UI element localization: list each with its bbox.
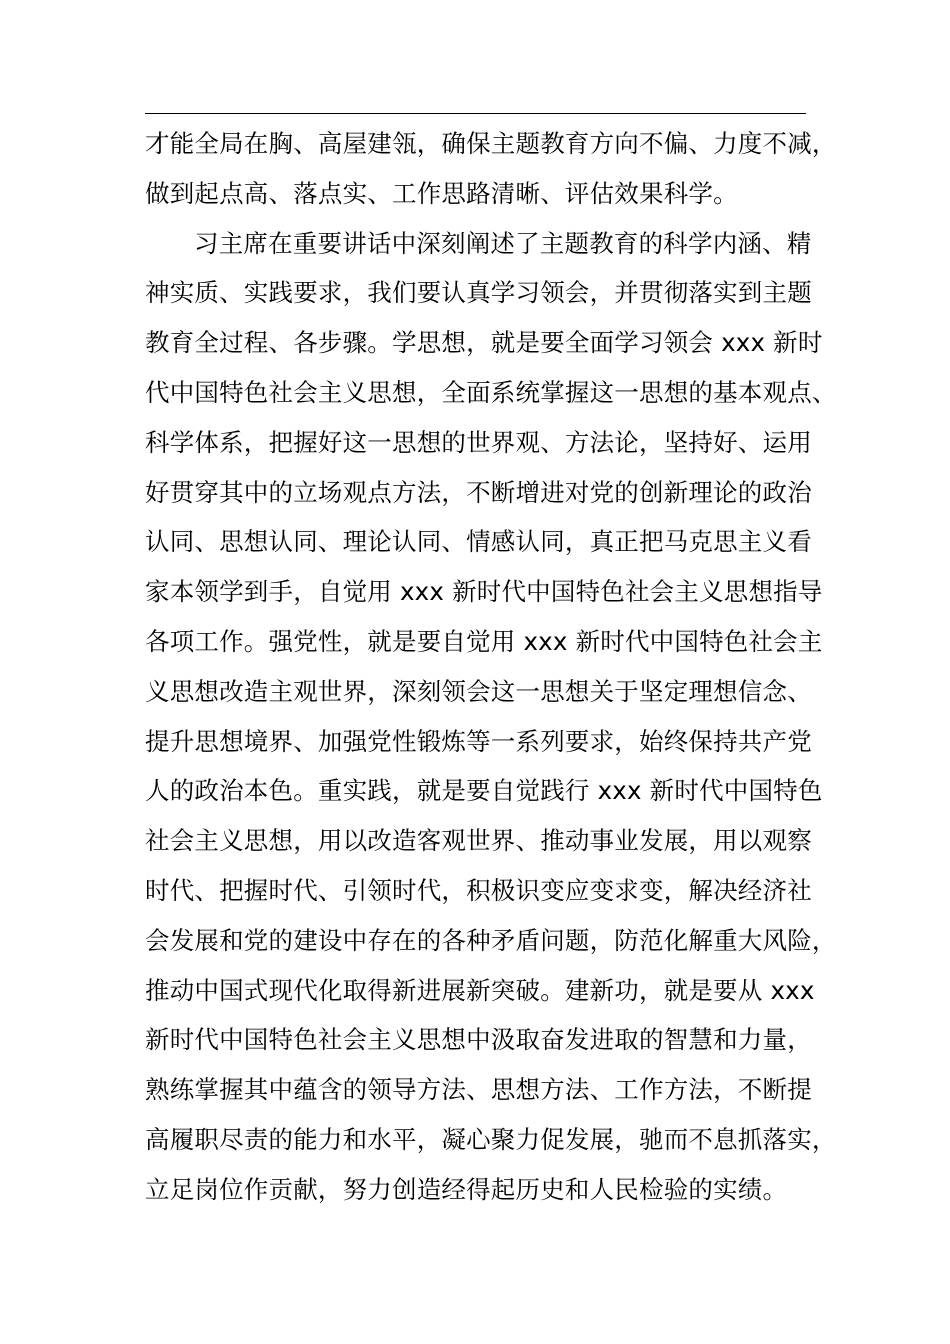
paragraph-2-line-20: 立足岗位作贡献，努力创造经得起历史和人民检验的实绩。 [145,1174,788,1204]
paragraph-2-line-13: 社会主义思想，用以改造客观世界、推动事业发展，用以观察 [145,826,812,856]
paragraph-2-line-16: 推动中国式现代化取得新进展新突破。建新功，就是要从 xxx [145,975,815,1005]
paragraph-2-line-7: 认同、思想认同、理论认同、情感认同，真正把马克思主义看 [145,527,812,557]
paragraph-2-line-3: 教育全过程、各步骤。学思想，就是要全面学习领会 xxx 新时 [145,328,823,358]
paragraph-2-line-15: 会发展和党的建设中存在的各种矛盾问题，防范化解重大风险， [145,925,837,955]
paragraph-2-line-1: 习主席在重要讲话中深刻阐述了主题教育的科学内涵、精 [194,228,812,258]
paragraph-2-line-19: 高履职尽责的能力和水平，凝心聚力促发展，驰而不息抓落实， [145,1124,837,1154]
paragraph-2-line-8: 家本领学到手，自觉用 xxx 新时代中国特色社会主义思想指导 [145,577,823,607]
paragraph-2-line-6: 好贯穿其中的立场观点方法，不断增进对党的创新理论的政治 [145,477,812,507]
header-rule [145,113,806,114]
paragraph-2-line-14: 时代、把握时代、引领时代，积极识变应变求变，解决经济社 [145,875,812,905]
paragraph-1-line-1: 才能全局在胸、高屋建瓴，确保主题教育方向不偏、力度不减， [145,129,837,158]
paragraph-2-line-12: 人的政治本色。重实践，就是要自觉践行 xxx 新时代中国特色 [145,776,823,806]
paragraph-2-line-18: 熟练掌握其中蕴含的领导方法、思想方法、工作方法，不断提 [145,1075,812,1105]
paragraph-2-line-10: 义思想改造主观世界，深刻领会这一思想关于坚定理想信念、 [145,676,812,706]
paragraph-2-line-11: 提升思想境界、加强党性锻炼等一系列要求，始终保持共产党 [145,726,812,756]
paragraph-2-line-2: 神实质、实践要求，我们要认真学习领会，并贯彻落实到主题 [145,278,812,308]
paragraph-2-line-4: 代中国特色社会主义思想，全面系统掌握这一思想的基本观点、 [145,377,837,407]
document-body [145,119,837,1215]
paragraph-2-line-5: 科学体系，把握好这一思想的世界观、方法论，坚持好、运用 [145,427,812,457]
paragraph-2-line-9: 各项工作。强党性，就是要自觉用 xxx 新时代中国特色社会主 [145,626,823,656]
paragraph-1-line-2: 做到起点高、落点实、工作思路清晰、评估效果科学。 [145,178,738,208]
paragraph-2-line-17: 新时代中国特色社会主义思想中汲取奋发进取的智慧和力量， [145,1025,812,1055]
